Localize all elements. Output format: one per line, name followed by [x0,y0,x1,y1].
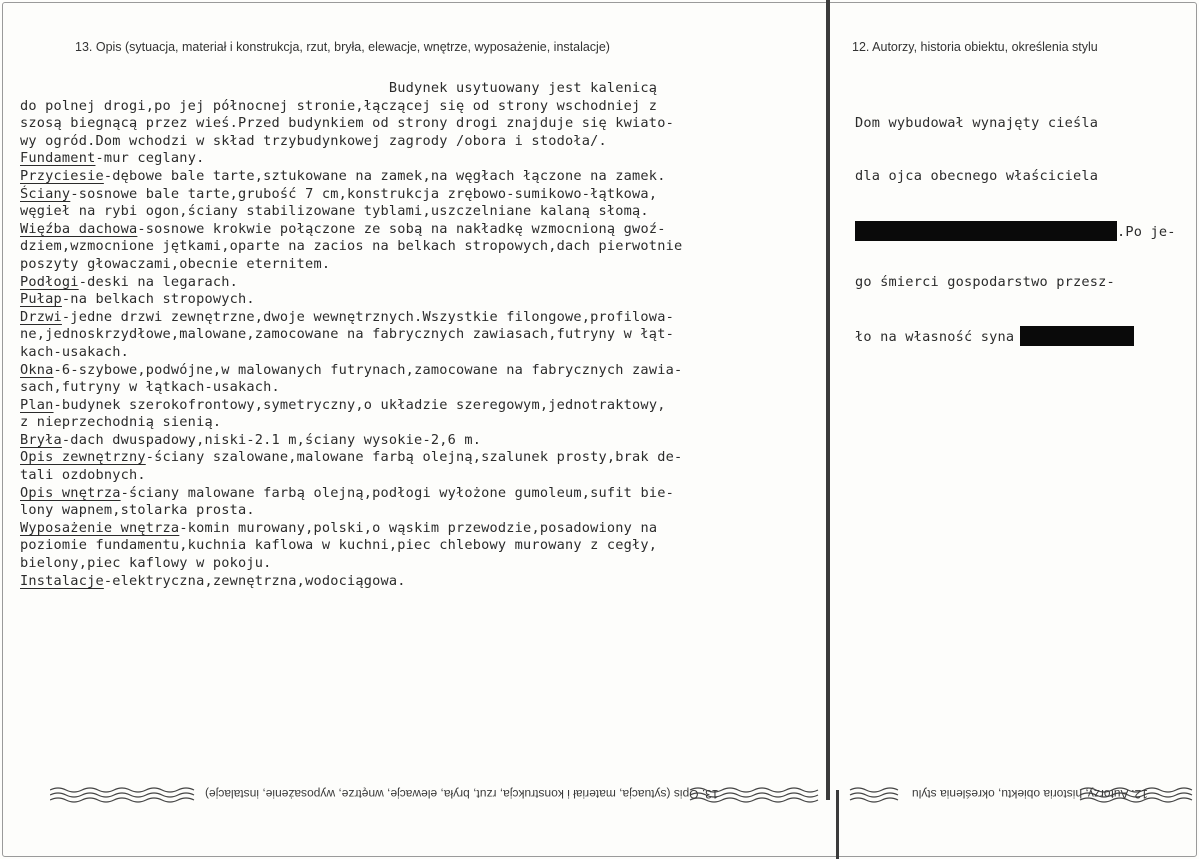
line-text: dziem,wzmocnione jętkami,oparte na zacios na belkach stropowych,dach pierwotnie [20,238,683,255]
line-text: lony wapnem,stolarka prosta. [20,502,255,519]
line-text: -dach dwuspadowy,niski-2.1 m,ściany wysokie-2,6 m. [61,431,482,448]
line-text: bielony,piec kaflowy w pokoju. [20,555,272,572]
description-line [20,326,826,344]
description-line [20,186,826,204]
section-term: Fundament [20,150,96,167]
description-line [20,98,826,116]
section-term: Pułap [20,291,62,308]
description-text [20,80,826,590]
line-text: węgieł na rybi ogon,ściany stabilizowane tyblami,uszczelniane kalaną słomą. [20,203,649,220]
line-text: -deski na legarach. [78,273,239,290]
line-text: -dębowe bale tarte,sztukowane na zamek,na węgłach łączone na zamek. [103,167,666,184]
line-text: tali ozdobnych. [20,467,146,484]
line-text: -6-szybowe,podwójne,w malowanych futrynach,zamocowane na fabrycznych zawia- [53,361,683,378]
line-text: Budynek usytuowany jest kalenicą [20,80,658,96]
line-text: -budynek szerokofrontowy,symetryczny,o układzie szeregowym,jednotraktowy, [53,396,666,413]
line-text: -ściany malowane farbą olejną,podłogi wyłożone gumoleum,sufit bie- [120,484,674,501]
description-line [20,485,826,503]
section-term: Wyposażenie wnętrza [20,519,180,536]
description-line [20,573,826,591]
line-text: -jedne drzwi zewnętrzne,dwoje wewnętrznych.Wszystkie filongowe,profilowa- [61,308,674,325]
history-line: .Po je- [855,221,1175,239]
section-term: Opis wnętrza [20,484,121,501]
redaction-bar [1020,326,1134,346]
history-line: Dom wybudował wynajęty cieśla [855,115,1099,132]
mirrored-section-12-header: 12. Autorzy, historia obiektu, określenia stylu [912,787,1148,801]
line-text: do polnej drogi,po jej północnej stronie,łączącej się od strony wschodniej z [20,97,658,114]
section-term: Bryła [20,431,62,448]
line-text: -mur ceglany. [95,150,205,167]
section-term: Przyciesie [20,167,104,184]
description-line [20,379,826,397]
description-line [20,80,826,98]
section-term: Instalacje [20,572,104,589]
line-text: kach-usakach. [20,343,129,360]
section-term: Plan [20,396,54,413]
line-text: ne,jednoskrzydłowe,malowane,zamocowane na fabrycznych zawiasach,futryny w łąt- [20,326,674,343]
section-term: Więźba dachowa [20,220,138,237]
description-line [20,537,826,555]
section-13-header: 13. Opis (sytuacja, materiał i konstrukcja, rzut, bryła, elewacje, wnętrze, wyposażenie, instalacje) [75,40,610,54]
description-line [20,221,826,239]
description-line [20,133,826,151]
section-term: Okna [20,361,54,378]
history-line: dla ojca obecnego właściciela [855,167,1099,184]
line-text: szosą biegnącą przez wieś.Przed budynkiem od strony drogi znajduje się kwiato- [20,115,674,132]
column-divider [826,0,830,800]
description-line [20,414,826,432]
description-line [20,115,826,133]
authors-history-text [855,80,1175,379]
description-line [20,555,826,573]
description-line [20,362,826,380]
line-text: -sosnowe bale tarte,grubość 7 cm,konstrukcja zrębowo-sumikowo-łątkowa, [70,185,658,202]
line-text: wy ogród.Dom wchodzi w skład trzybudynkowej zagrody /obora i stodoła/. [20,132,607,149]
line-text: z nieprzechodnią sienią. [20,414,222,431]
line-text: -elektryczna,zewnętrzna,wodociągowa. [103,572,406,589]
line-text: poszyty głowaczami,obecnie eternitem. [20,255,331,272]
section-term: Ściany [20,185,71,202]
history-line: ło na własność syna [855,326,1175,344]
description-line [20,291,826,309]
description-line [20,432,826,450]
section-term: Opis zewnętrzny [20,449,146,466]
description-line [20,502,826,520]
description-line [20,150,826,168]
description-line [20,274,826,292]
line-text: poziomie fundamentu,kuchnia kaflowa w kuchni,piec chlebowy murowany z cegły, [20,537,658,554]
section-12-header: 12. Autorzy, historia obiektu, określenia stylu [852,40,1098,54]
line-text: -sosnowe krokwie połączone ze sobą na nakładkę wzmocnioną gwoź- [137,220,666,237]
description-line [20,238,826,256]
line-text: -komin murowany,polski,o wąskim przewodzie,posadowiony na [179,519,658,536]
description-line [20,449,826,467]
description-line [20,256,826,274]
description-line [20,467,826,485]
description-line [20,309,826,327]
description-line [20,344,826,362]
section-term: Podłogi [20,273,79,290]
line-text: sach,futryny w łątkach-usakach. [20,379,280,396]
description-line [20,203,826,221]
section-term: Drzwi [20,308,62,325]
history-line: go śmierci gospodarstwo przesz- [855,273,1115,290]
line-text: -na belkach stropowych. [61,291,255,308]
description-line [20,168,826,186]
line-text: -ściany szalowane,malowane farbą olejną,szalunek prosty,brak de- [145,449,683,466]
description-line [20,397,826,415]
mirrored-section-13-header: 13. Opis (sytuacja, materiał i konstrukcja, rzut, bryła, elewacje, wnętrze, wyposażenie, instalacje) [205,787,719,801]
redaction-bar [855,221,1117,241]
description-line [20,520,826,538]
